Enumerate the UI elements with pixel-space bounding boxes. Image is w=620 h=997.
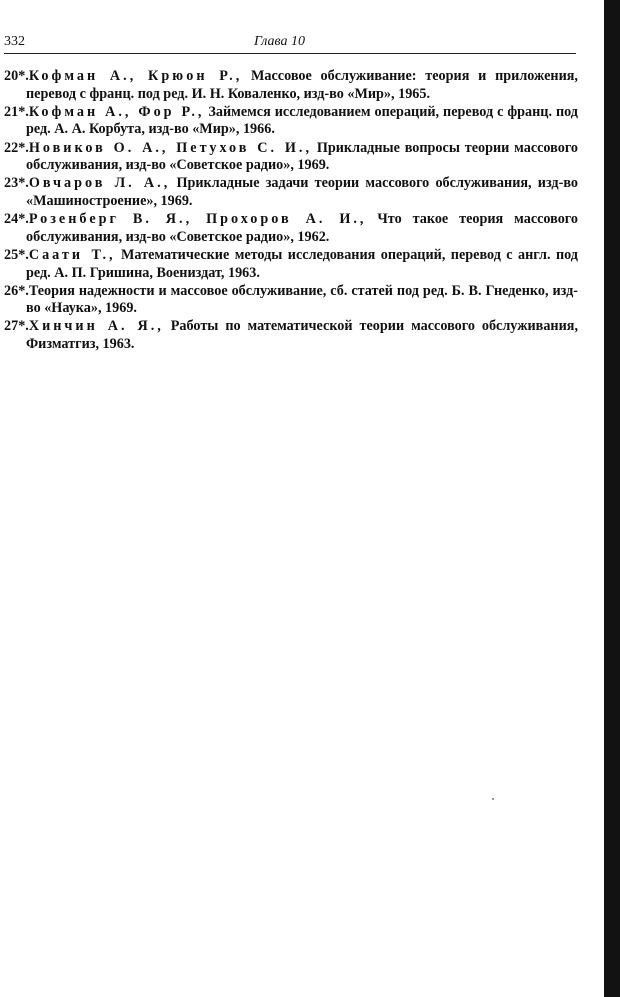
page-number: 332: [4, 34, 25, 49]
reference-item: [4, 140, 578, 175]
reference-item: [4, 247, 578, 282]
reference-authors: Розенберг В. Я., Прохоров А. И.,: [28, 211, 367, 228]
reference-number: 26*.: [4, 282, 29, 299]
reference-number: 20*.: [4, 68, 29, 84]
reference-authors: Овчаров Л. А.,: [28, 175, 171, 192]
reference-number: 25*.: [4, 246, 29, 263]
reference-text: Работы по математической теории массового обслуживания, Физматгиз, 1963.: [26, 318, 579, 353]
scan-speck: [492, 798, 494, 800]
reference-authors: Хинчин А. Я.,: [28, 318, 164, 335]
reference-item: [4, 68, 578, 103]
reference-number: 24*.: [4, 211, 29, 228]
reference-item: [4, 318, 578, 353]
reference-number: 27*.: [4, 318, 29, 335]
reference-list: [4, 68, 578, 354]
reference-authors: Саати Т.,: [28, 246, 116, 263]
header-rule: [4, 53, 576, 54]
reference-authors: Новиков О. А., Петухов С. И.,: [28, 139, 312, 156]
reference-item: [4, 211, 578, 246]
reference-number: 21*.: [4, 103, 29, 120]
reference-text: Займемся исследованием операций, перевод с франц. под ред. А. А. Корбута, изд-во «Мир», 1966.: [26, 103, 578, 138]
reference-authors: Кофман А., Крюон Р.,: [28, 68, 243, 84]
reference-text: Математические методы исследования операций, перевод с англ. под ред. А. П. Гришина, Воениздат, 1963.: [26, 246, 578, 281]
running-head: Глава 10: [254, 34, 305, 49]
page-header: [4, 32, 576, 54]
reference-number: 23*.: [4, 175, 29, 192]
reference-text: Прикладные задачи теории массового обслуживания, изд-во «Машиностроение», 1969.: [26, 175, 578, 209]
reference-text: Массовое обслуживание: теория и приложения, перевод с франц. под ред. И. Н. Коваленко, изд-во «Мир», 1965.: [26, 68, 578, 102]
scan-edge-shadow: [604, 0, 620, 997]
reference-number: 22*.: [4, 139, 29, 156]
reference-text: Прикладные вопросы теории массового обслуживания, изд-во «Советское радио», 1969.: [26, 139, 578, 174]
reference-authors: Кофман А., Фор Р.,: [28, 103, 205, 120]
reference-text: Что такое теория массового обслуживания, изд-во «Советское радио», 1962.: [26, 211, 578, 245]
reference-item: [4, 283, 578, 318]
reference-item: [4, 175, 578, 210]
reference-text: Теория надежности и массовое обслуживание, сб. статей под ред. Б. В. Гнеденко, изд-во «Наука», 1969.: [26, 282, 578, 317]
reference-item: [4, 104, 578, 139]
